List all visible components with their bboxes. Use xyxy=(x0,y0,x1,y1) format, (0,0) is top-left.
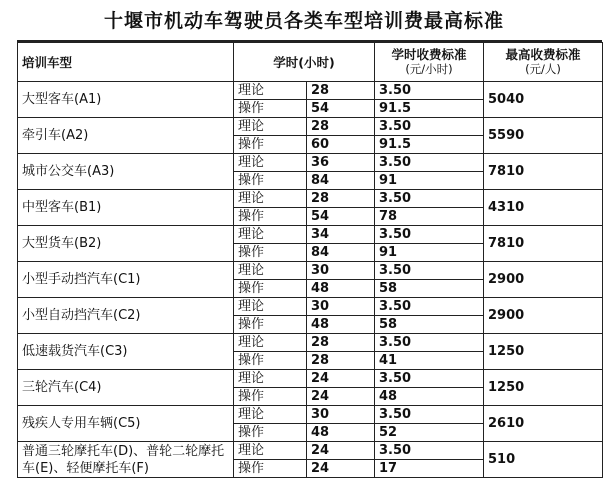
practice-label-cell: 操作 xyxy=(234,280,307,298)
theory-label-cell: 理论 xyxy=(234,118,307,136)
table-row xyxy=(18,262,603,280)
theory-label-cell: 理论 xyxy=(234,406,307,424)
vehicle-type-cell: 中型客车(B1) xyxy=(18,190,234,226)
theory-hours-cell: 24 xyxy=(307,370,375,388)
theory-hours-cell: 30 xyxy=(307,262,375,280)
table-row xyxy=(18,118,603,136)
header-max-fee-label: 最高收费标准 xyxy=(505,47,581,62)
practice-rate-cell: 91.5 xyxy=(375,100,484,118)
theory-rate-cell: 3.50 xyxy=(375,118,484,136)
theory-label-cell: 理论 xyxy=(234,298,307,316)
theory-hours-cell: 28 xyxy=(307,190,375,208)
table-row xyxy=(18,154,603,172)
max-fee-cell: 2900 xyxy=(484,298,603,334)
practice-rate-cell: 91 xyxy=(375,172,484,190)
theory-rate-cell: 3.50 xyxy=(375,262,484,280)
header-hourly-rate-unit: (元/小时) xyxy=(405,62,453,76)
fee-table-body xyxy=(18,82,603,478)
practice-rate-cell: 48 xyxy=(375,388,484,406)
table-row xyxy=(18,226,603,244)
practice-label-cell: 操作 xyxy=(234,136,307,154)
theory-rate-cell: 3.50 xyxy=(375,370,484,388)
max-fee-cell: 4310 xyxy=(484,190,603,226)
max-fee-cell: 510 xyxy=(484,442,603,478)
max-fee-cell: 1250 xyxy=(484,370,603,406)
practice-rate-cell: 41 xyxy=(375,352,484,370)
max-fee-cell: 1250 xyxy=(484,334,603,370)
page-title: 十堰市机动车驾驶员各类车型培训费最高标准 xyxy=(103,10,504,32)
practice-hours-cell: 24 xyxy=(307,460,375,478)
theory-hours-cell: 28 xyxy=(307,82,375,100)
practice-hours-cell: 48 xyxy=(307,316,375,334)
practice-label-cell: 操作 xyxy=(234,244,307,262)
table-row xyxy=(18,442,603,460)
practice-rate-cell: 52 xyxy=(375,424,484,442)
header-hourly-rate-label: 学时收费标准 xyxy=(391,47,467,62)
practice-hours-cell: 84 xyxy=(307,172,375,190)
table-row xyxy=(18,82,603,100)
practice-rate-cell: 58 xyxy=(375,316,484,334)
practice-hours-cell: 48 xyxy=(307,424,375,442)
theory-label-cell: 理论 xyxy=(234,370,307,388)
theory-hours-cell: 36 xyxy=(307,154,375,172)
max-fee-cell: 7810 xyxy=(484,226,603,262)
table-row xyxy=(18,370,603,388)
vehicle-type-cell: 低速载货汽车(C3) xyxy=(18,334,234,370)
vehicle-type-cell: 普通三轮摩托车(D)、普轮二轮摩托车(E)、轻便摩托车(F) xyxy=(18,442,234,478)
theory-rate-cell: 3.50 xyxy=(375,442,484,460)
theory-hours-cell: 30 xyxy=(307,406,375,424)
theory-label-cell: 理论 xyxy=(234,190,307,208)
theory-label-cell: 理论 xyxy=(234,334,307,352)
practice-hours-cell: 24 xyxy=(307,388,375,406)
header-max-fee-unit: (元/人) xyxy=(525,62,561,76)
theory-rate-cell: 3.50 xyxy=(375,190,484,208)
header-vehicle-type: 培训车型 xyxy=(18,43,234,82)
theory-rate-cell: 3.50 xyxy=(375,298,484,316)
max-fee-cell: 2900 xyxy=(484,262,603,298)
theory-hours-cell: 28 xyxy=(307,334,375,352)
practice-label-cell: 操作 xyxy=(234,208,307,226)
vehicle-type-cell: 大型货车(B2) xyxy=(18,226,234,262)
practice-hours-cell: 48 xyxy=(307,280,375,298)
theory-hours-cell: 28 xyxy=(307,118,375,136)
theory-hours-cell: 34 xyxy=(307,226,375,244)
practice-label-cell: 操作 xyxy=(234,424,307,442)
header-hourly-rate xyxy=(375,43,484,82)
max-fee-cell: 5590 xyxy=(484,118,603,154)
practice-rate-cell: 91.5 xyxy=(375,136,484,154)
theory-hours-cell: 30 xyxy=(307,298,375,316)
vehicle-type-cell: 小型手动挡汽车(C1) xyxy=(18,262,234,298)
vehicle-type-cell: 残疾人专用车辆(C5) xyxy=(18,406,234,442)
theory-label-cell: 理论 xyxy=(234,154,307,172)
max-fee-cell: 5040 xyxy=(484,82,603,118)
max-fee-cell: 2610 xyxy=(484,406,603,442)
theory-label-cell: 理论 xyxy=(234,262,307,280)
practice-label-cell: 操作 xyxy=(234,388,307,406)
theory-hours-cell: 24 xyxy=(307,442,375,460)
table-row xyxy=(18,406,603,424)
practice-rate-cell: 78 xyxy=(375,208,484,226)
practice-hours-cell: 60 xyxy=(307,136,375,154)
practice-hours-cell: 84 xyxy=(307,244,375,262)
practice-label-cell: 操作 xyxy=(234,100,307,118)
theory-rate-cell: 3.50 xyxy=(375,154,484,172)
max-fee-cell: 7810 xyxy=(484,154,603,190)
fee-table xyxy=(17,42,603,478)
practice-label-cell: 操作 xyxy=(234,460,307,478)
table-row xyxy=(18,334,603,352)
theory-rate-cell: 3.50 xyxy=(375,82,484,100)
practice-hours-cell: 54 xyxy=(307,100,375,118)
practice-rate-cell: 17 xyxy=(375,460,484,478)
practice-hours-cell: 54 xyxy=(307,208,375,226)
practice-label-cell: 操作 xyxy=(234,172,307,190)
vehicle-type-cell: 城市公交车(A3) xyxy=(18,154,234,190)
theory-label-cell: 理论 xyxy=(234,82,307,100)
header-row xyxy=(18,43,603,82)
practice-hours-cell: 28 xyxy=(307,352,375,370)
vehicle-type-cell: 小型自动挡汽车(C2) xyxy=(18,298,234,334)
header-hours: 学时(小时) xyxy=(234,43,375,82)
practice-label-cell: 操作 xyxy=(234,316,307,334)
header-max-fee xyxy=(484,43,603,82)
vehicle-type-cell: 三轮汽车(C4) xyxy=(18,370,234,406)
theory-rate-cell: 3.50 xyxy=(375,334,484,352)
theory-rate-cell: 3.50 xyxy=(375,226,484,244)
table-row xyxy=(18,298,603,316)
practice-label-cell: 操作 xyxy=(234,352,307,370)
vehicle-type-cell: 大型客车(A1) xyxy=(18,82,234,118)
theory-label-cell: 理论 xyxy=(234,442,307,460)
practice-rate-cell: 91 xyxy=(375,244,484,262)
theory-rate-cell: 3.50 xyxy=(375,406,484,424)
practice-rate-cell: 58 xyxy=(375,280,484,298)
theory-label-cell: 理论 xyxy=(234,226,307,244)
table-row xyxy=(18,190,603,208)
vehicle-type-cell: 牵引车(A2) xyxy=(18,118,234,154)
